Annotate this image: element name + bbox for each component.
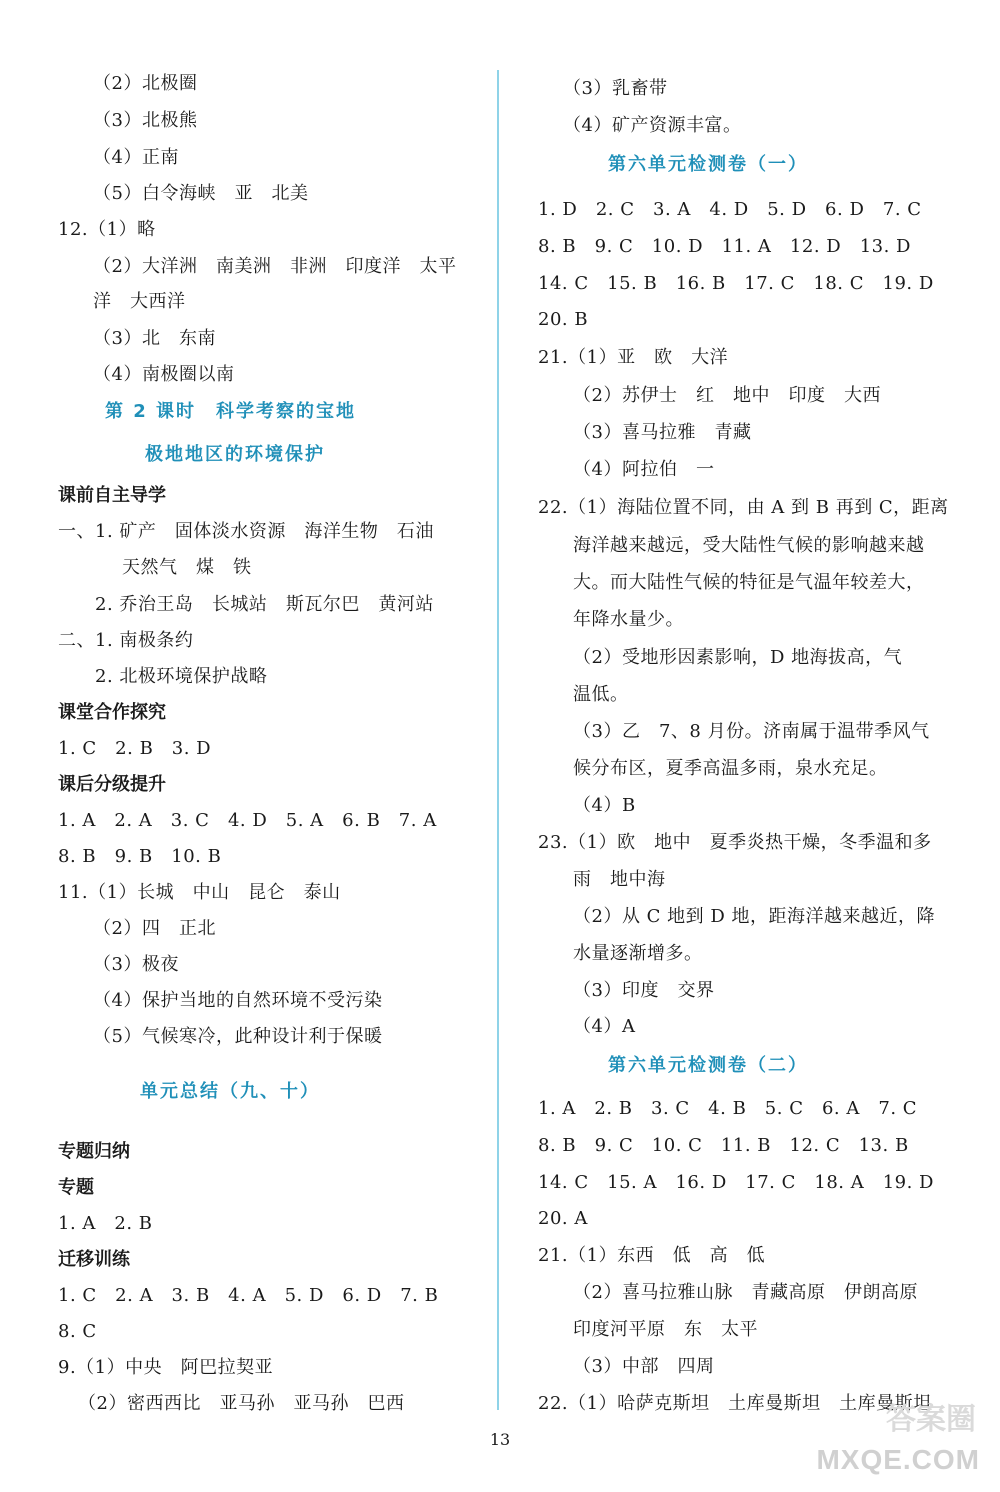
- section-heading: 极地地区的环境保护: [145, 444, 325, 465]
- answer-line: （5）气候寒冷，此种设计利于保暖: [93, 1026, 383, 1047]
- answer-line: （3）印度 交界: [573, 980, 715, 1001]
- answer-line: 迁移训练: [58, 1249, 130, 1270]
- answer-line: 11.（1）长城 中山 昆仑 泰山: [58, 882, 341, 903]
- answer-line: 21.（1）亚 欧 大洋: [538, 347, 729, 368]
- answer-line: （3）喜马拉雅 青藏: [573, 422, 752, 443]
- answer-line: 海洋越来越远，受大陆性气候的影响越来越: [573, 535, 925, 556]
- answer-line: （2）北极圈: [93, 73, 198, 94]
- answer-line: （4）正南: [93, 147, 179, 168]
- answer-line: 1. C 2. A 3. B 4. A 5. D 6. D 7. B: [58, 1285, 439, 1306]
- answer-line: 20. A: [538, 1208, 588, 1229]
- section-heading: 单元总结（九、十）: [140, 1081, 320, 1102]
- answer-line: （2）苏伊士 红 地中 印度 大西: [573, 385, 881, 406]
- answer-line: （4）B: [573, 795, 636, 816]
- answer-line: （3）乳畜带: [563, 78, 668, 99]
- answer-line: 水量逐渐增多。: [573, 943, 703, 964]
- answer-line: （5）白令海峡 亚 北美: [93, 183, 309, 204]
- answer-line: （2）从 C 地到 D 地，距海洋越来越近，降: [573, 906, 936, 927]
- answer-line: 1. A 2. A 3. C 4. D 5. A 6. B 7. A: [58, 810, 437, 831]
- answer-line: （3）中部 四周: [573, 1356, 715, 1377]
- answer-line: （3）乙 7、8 月份。济南属于温带季风气: [573, 721, 930, 742]
- answer-line: 课前自主导学: [58, 485, 166, 506]
- answer-line: 候分布区，夏季高温多雨，泉水充足。: [573, 758, 888, 779]
- answer-line: （3）北极熊: [93, 110, 198, 131]
- answer-line: 1. A 2. B 3. C 4. B 5. C 6. A 7. C: [538, 1098, 918, 1119]
- answer-line: 8. B 9. B 10. B: [58, 846, 222, 867]
- answer-line: （4）A: [573, 1016, 636, 1037]
- answer-line: 23.（1）欧 地中 夏季炎热干燥，冬季温和多: [538, 832, 932, 853]
- answer-line: 1. A 2. B: [58, 1213, 153, 1234]
- page-number: 13: [489, 1430, 511, 1449]
- answer-line: 8. C: [58, 1321, 97, 1342]
- answer-line: （2）大洋洲 南美洲 非洲 印度洋 太平: [93, 256, 457, 277]
- answer-line: （3）北 东南: [93, 328, 216, 349]
- answer-line: 温低。: [573, 684, 629, 705]
- answer-line: （2）四 正北: [93, 918, 216, 939]
- answer-line: 专题: [58, 1177, 94, 1198]
- watermark: [790, 1392, 990, 1482]
- answer-line: 1. C 2. B 3. D: [58, 738, 212, 759]
- answer-line: 天然气 煤 铁: [122, 557, 252, 578]
- section-heading: 第 2 课时 科学考察的宝地: [105, 401, 357, 422]
- answer-line: 8. B 9. C 10. C 11. B 12. C 13. B: [538, 1135, 909, 1156]
- answer-line: 12.（1）略: [58, 219, 156, 240]
- answer-line: （4）保护当地的自然环境不受污染: [93, 990, 383, 1011]
- answer-line: 洋 大西洋: [93, 291, 186, 312]
- answer-line: 9.（1）中央 阿巴拉契亚: [58, 1357, 274, 1378]
- answer-line: 印度河平原 东 太平: [573, 1319, 758, 1340]
- answer-line: 22.（1）哈萨克斯坦 土库曼斯坦 土库曼斯坦: [538, 1393, 932, 1414]
- answer-line: （2）密西西比 亚马孙 亚马孙 巴西: [78, 1393, 405, 1414]
- answer-line: 一、1. 矿产 固体淡水资源 海洋生物 石油: [58, 521, 434, 542]
- answer-line: 14. C 15. B 16. B 17. C 18. C 19. D: [538, 273, 934, 294]
- section-heading: 第六单元检测卷（一）: [608, 154, 808, 175]
- answer-line: 20. B: [538, 309, 589, 330]
- answer-line: 课后分级提升: [58, 774, 166, 795]
- answer-line: 8. B 9. C 10. D 11. A 12. D 13. D: [538, 236, 911, 257]
- answer-line: 课堂合作探究: [58, 702, 166, 723]
- answer-line: （2）受地形因素影响，D 地海拔高，气: [573, 647, 903, 668]
- answer-line: （4）阿拉伯 一: [573, 459, 715, 480]
- answer-line: 二、1. 南极条约: [58, 630, 194, 651]
- answer-line: 2. 乔治王岛 长城站 斯瓦尔巴 黄河站: [95, 594, 434, 615]
- answer-line: 年降水量少。: [573, 609, 684, 630]
- answer-line: 1. D 2. C 3. A 4. D 5. D 6. D 7. C: [538, 199, 922, 220]
- answer-line: 21.（1）东西 低 高 低: [538, 1245, 766, 1266]
- answer-line: 雨 地中海: [573, 869, 666, 890]
- answer-line: 22.（1）海陆位置不同，由 A 到 B 再到 C，距离: [538, 497, 949, 518]
- watermark-site: MXQE.COM: [816, 1444, 980, 1475]
- answer-line: 专题归纳: [58, 1141, 130, 1162]
- answer-line: 大。而大陆性气候的特征是气温年较差大，: [573, 572, 925, 593]
- answer-line: （4）矿产资源丰富。: [563, 115, 742, 136]
- answer-line: （4）南极圈以南: [93, 364, 235, 385]
- answer-line: 14. C 15. A 16. D 17. C 18. A 19. D: [538, 1172, 934, 1193]
- column-divider: [497, 70, 499, 1410]
- watermark-logo: 答案圈: [886, 1402, 976, 1437]
- answer-line: （2）喜马拉雅山脉 青藏高原 伊朗高原: [573, 1282, 918, 1303]
- answer-line: （3）极夜: [93, 954, 179, 975]
- section-heading: 第六单元检测卷（二）: [608, 1055, 808, 1076]
- answer-line: 2. 北极环境保护战略: [95, 666, 268, 687]
